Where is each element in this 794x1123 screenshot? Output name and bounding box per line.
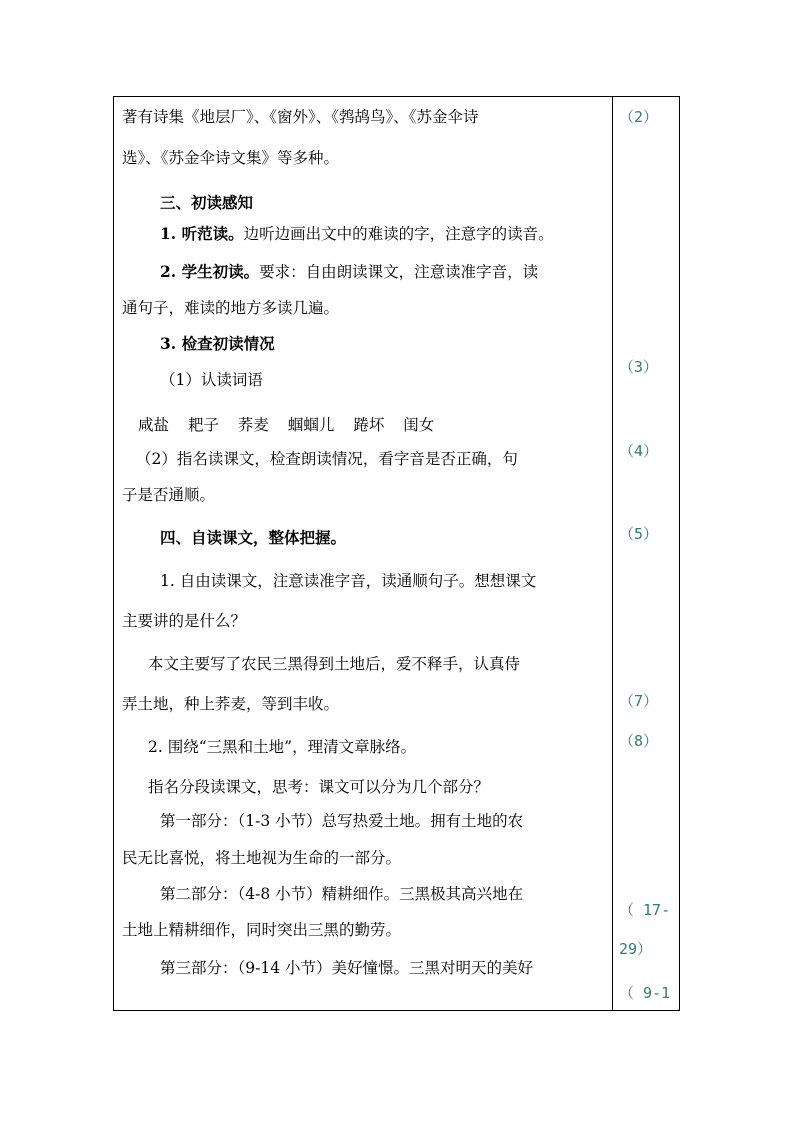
text-line: 第二部分：（4-8 小节）精耕细作。三黑极其高兴地在 (160, 885, 524, 903)
time-note: 29） (619, 940, 653, 958)
text-line: 土地上精耕细作，同时突出三黑的勤劳。 (122, 921, 402, 939)
step-label: 3. 检查初读情况 (160, 334, 275, 353)
time-note: （4） (619, 442, 659, 460)
text-line (160, 262, 538, 282)
text-line: 第一部分：（1-3 小节）总写热爱土地。拥有土地的农 (160, 812, 524, 830)
column-divider (612, 97, 613, 1010)
text-line: 通句子，难读的地方多读几遍。 (122, 299, 340, 317)
text-line: 著有诗集《地层厂》、《窗外》、《鹁鸪鸟》、《苏金伞诗 (122, 108, 479, 126)
time-note: （5） (619, 525, 659, 543)
step-label: 2. 学生初读。 (160, 262, 260, 281)
time-note: （8） (619, 732, 659, 750)
text-line: 2. 围绕“三黑和土地”，理清文章脉络。 (148, 738, 417, 756)
vocab-word: 咸盐 (138, 416, 170, 434)
text-line: 指名分段读课文，思考：课文可以分为几个部分？ (148, 778, 490, 796)
vocab-word: 闺女 (403, 416, 435, 434)
time-note: （ 17- (619, 901, 671, 919)
text-line: 第三部分：（9-14 小节）美好憧憬。三黑对明天的美好 (160, 959, 534, 977)
text-line: （1）认读词语 (160, 371, 263, 389)
time-note: （ 9-1 (619, 984, 671, 1002)
text-line: 子是否通顺。 (122, 486, 216, 504)
section-heading: 三、初读感知 (160, 193, 254, 212)
step-text: 边听边画出文中的难读的字，注意字的读音。 (243, 225, 554, 243)
time-note: （3） (619, 358, 659, 376)
text-line: 民无比喜悦，将土地视为生命的一部分。 (122, 849, 402, 867)
text-line: 弄土地，种上荞麦，等到丰收。 (122, 695, 340, 713)
step-text: 要求：自由朗读课文，注意读准字音，读 (259, 263, 539, 281)
text-line: 主要讲的是什么？ (122, 612, 247, 630)
time-note: （7） (619, 692, 659, 710)
vocab-word: 耙子 (187, 416, 219, 434)
text-line: （2）指名读课文，检查朗读情况，看字音是否正确，句 (136, 450, 518, 468)
step-label: 1. 听范读。 (160, 224, 244, 243)
text-line: 1. 自由读课文，注意读准字音，读通顺句子。想想课文 (160, 572, 537, 590)
vocabulary-list (138, 415, 434, 435)
text-line (160, 224, 554, 244)
time-note: （2） (619, 108, 659, 126)
lesson-plan-table (113, 96, 680, 1011)
text-line: 本文主要写了农民三黑得到土地后，爱不释手，认真侍 (148, 655, 521, 673)
vocab-word: 荞麦 (237, 416, 269, 434)
vocab-word: 蝈蝈儿 (287, 416, 335, 434)
text-line: 选》、《苏金伞诗文集》等多种。 (122, 149, 340, 167)
section-heading: 四、自读课文，整体把握。 (160, 528, 347, 547)
vocab-word: 踡坏 (353, 416, 385, 434)
